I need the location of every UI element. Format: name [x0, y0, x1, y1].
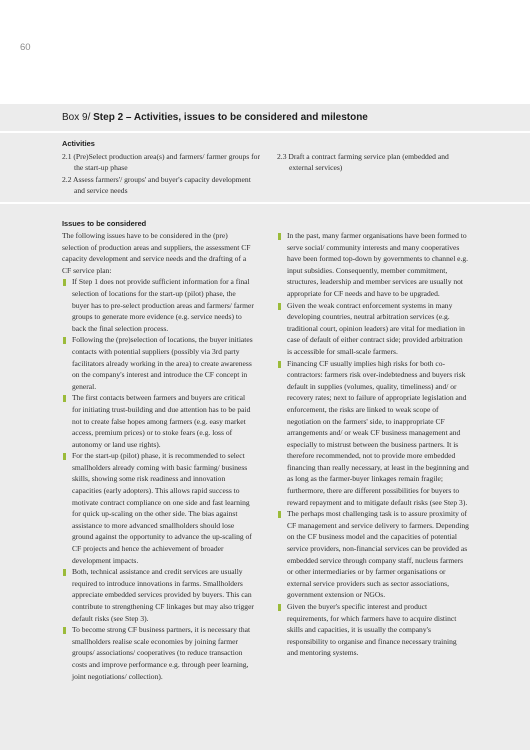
- issue-item: The perhaps most challenging task is to assure proximity of CF management and service delivery to farmers. Depending on the CF business model and the capacities of potential service providers, non-financial services can be provided as embedded service through company staff, nucleus farmers or other intermediaries or by farmer organisations or external service providers such as sector associations, government extension or NGOs.: [277, 508, 469, 601]
- issue-item: Both, technical assistance and credit services are usually required to introduce innovations in farms. Smallholders appreciate embedded services provided by buyers. This can contribute to strengthening CF linkages but may also trigger default risks (see Step 3).: [62, 566, 254, 624]
- issues-heading: Issues to be considered: [62, 219, 147, 228]
- section-divider: [0, 202, 530, 204]
- title-divider: [0, 131, 530, 133]
- bullet-marker: [278, 361, 281, 368]
- issues-intro: The following issues have to be considered in the (pre) selection of production areas and suppliers, the assessment CF capacity development and service needs and the drafting of a CF service plan:: [62, 231, 251, 275]
- issues-left-column: [62, 230, 254, 682]
- activities-heading: Activities: [62, 139, 95, 148]
- bullet-marker: [278, 303, 281, 310]
- bullet-marker: [63, 337, 66, 344]
- activity-item-2-1: 2.1 (Pre)Select production area(s) and farmers/ farmer groups for the start-up phase: [62, 152, 260, 173]
- issue-item: If Step 1 does not provide sufficient information for a final selection of locations for the start-up (pilot) phase, the buyer has to pre-select production areas and farmers/ farmer groups to generate more evidence (e.g. service needs) to back the final selection process.: [62, 276, 254, 334]
- issue-item: Given the weak contract enforcement systems in many developing countries, neutral arbitration services (e.g. traditional court, opinion leaders) are vital for mediation in case of default of either contract side; provided arbitration is accessible for small-scale farmers.: [277, 300, 469, 358]
- bullet-marker: [63, 279, 66, 286]
- activity-item-2-3: 2.3 Draft a contract farming service plan (embedded and external services): [277, 152, 449, 173]
- box-title-prefix: Box 9/: [62, 112, 94, 123]
- issue-item: For the start-up (pilot) phase, it is recommended to select smallholders already coming with basic farming/ business skills, showing some risk readiness and innovation capacities (early adopters). This allows rapid success to motivate contract compliance on one side and fast learning for quick up-scaling on the other side. The bias against assistance to more advanced smallholders should lose ground against the opportunity to advance the up-scaling of CF projects and hence the achievement of broader development impacts.: [62, 450, 254, 566]
- activity-item-2-2: 2.2 Assess farmers'/ groups' and buyer's capacity development and service needs: [62, 174, 251, 196]
- issue-item: Financing CF usually implies high risks for both co-contractors: farmers risk over-indebtedness and buyers risk default in supplies (volumes, quality, timeliness) and/ or recovery rates; next to failure of appropriate legislation and enforcement, the risks are linked to weak scope of negotiation on the farmers' side, to inappropriate CF arrangements and/ or weak CF business management and especially to mistrust between the business partners. It is therefore recommended, not to provide more embedded financing than really necessary, at least in the beginning and as long as the farmer-buyer linkages remain fragile; furthermore, there are different possibilities for buyers to reward repayment and to mitigate default risks (see Step 3).: [277, 358, 469, 509]
- bullet-marker: [278, 511, 281, 518]
- bullet-marker: [63, 569, 66, 576]
- issues-right-column: [277, 230, 469, 659]
- issue-item: Following the (pre)selection of locations, the buyer initiates contacts with potential suppliers (possibly via 3rd party facilitators already working in the area) to create awareness on the company's interest and introduce the CF concept in general.: [62, 334, 254, 392]
- activities-right-column: [277, 151, 467, 174]
- issues-right-list: [277, 230, 469, 659]
- issue-item: In the past, many farmer organisations have been formed to serve social/ community interests and many cooperatives have been formed top-down by governments to channel e.g. input subsidies. Consequently, member commitment, structures, leadership and member services are usually not appropriate for CF needs and have to be upgraded.: [277, 230, 469, 300]
- box-title: [62, 112, 368, 123]
- box-title-text: Step 2 – Activities, issues to be considered and milestone: [93, 112, 368, 123]
- bullet-marker: [63, 627, 66, 634]
- issue-item: To become strong CF business partners, it is necessary that smallholders realise scale economies by joining farmer groups/ associations/ cooperatives (to reduce transaction costs and improve performance e.g. through peer learning, joint negotiations/ collection).: [62, 624, 254, 682]
- issues-left-list: [62, 276, 254, 682]
- bullet-marker: [278, 233, 281, 240]
- bullet-marker: [63, 395, 66, 402]
- bullet-marker: [278, 604, 281, 611]
- issue-item: Given the buyer's specific interest and product requirements, for which farmers have to acquire distinct skills and capacities, it is usually the company's responsibility to organise and finance necessary training and mentoring systems.: [277, 601, 469, 659]
- activities-left-column: [62, 151, 262, 197]
- issue-item: The first contacts between farmers and buyers are critical for initiating trust-building and due attention has to be paid not to create false hopes among farmers (e.g. easy market access, premium prices) or to stoke fears (e.g. loss of autonomy or land use rights).: [62, 392, 254, 450]
- bullet-marker: [63, 453, 66, 460]
- page-number: 60: [20, 42, 31, 53]
